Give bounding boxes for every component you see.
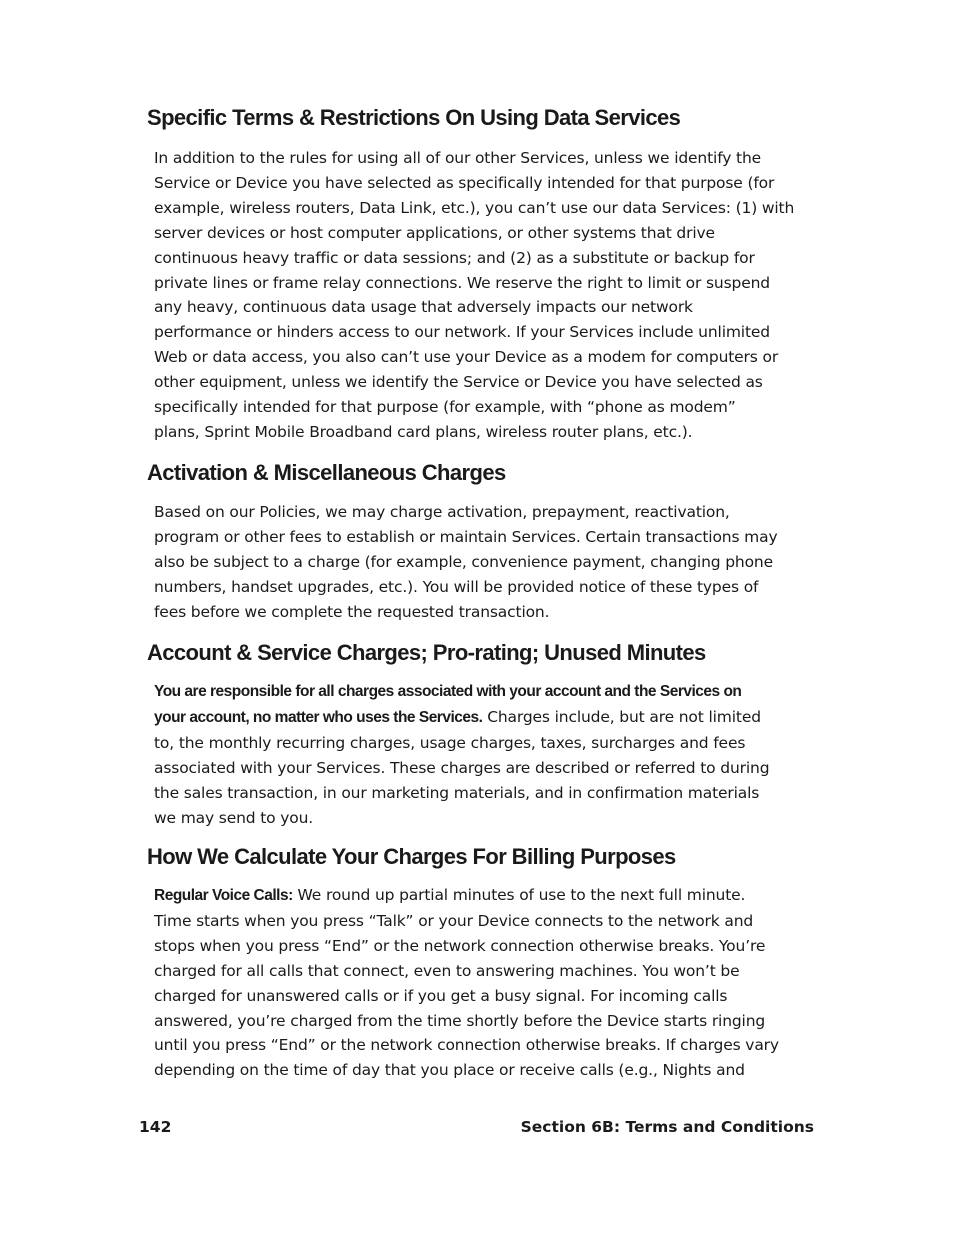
text-line: [154, 883, 814, 909]
heading-billing-calculation: How We Calculate Your Charges For Billing Purposes: [147, 844, 676, 869]
page-number: 142: [139, 1118, 172, 1136]
section-title-footer: Section 6B: Terms and Conditions: [520, 1118, 814, 1136]
text-line: also be subject to a charge (for example, convenience payment, changing phone: [154, 552, 773, 571]
text-line: until you press “End” or the network connection otherwise breaks. If charges vary: [154, 1036, 779, 1055]
text-line: [154, 679, 814, 705]
bold-lead-text: You are responsible for all charges associated with your account and the Services on: [154, 683, 742, 700]
text-line: Service or Device you have selected as specifically intended for that purpose (for: [154, 173, 775, 192]
text-line: [154, 705, 814, 731]
text-line: program or other fees to establish or maintain Services. Certain transactions may: [154, 527, 778, 546]
paragraph-billing-calculation: [154, 883, 814, 1083]
text-line: continuous heavy traffic or data sessions; and (2) as a substitute or backup for: [154, 248, 755, 267]
text-line: other equipment, unless we identify the Service or Device you have selected as: [154, 373, 763, 392]
bold-lead-text: your account, no matter who uses the Services.: [154, 708, 483, 726]
text-line: stops when you press “End” or the network connection otherwise breaks. You’re: [154, 936, 766, 955]
text-line: Based on our Policies, we may charge activation, prepayment, reactivation,: [154, 503, 730, 521]
text-line: any heavy, continuous data usage that adversely impacts our network: [154, 298, 693, 317]
text-line: numbers, handset upgrades, etc.). You will be provided notice of these types of: [154, 577, 759, 596]
text-line: associated with your Services. These charges are described or referred to during: [154, 758, 770, 777]
text-line: depending on the time of day that you place or receive calls (e.g., Nights and: [154, 1061, 745, 1080]
text-line: specifically intended for that purpose (for example, with “phone as modem”: [154, 398, 736, 417]
text-line: the sales transaction, in our marketing materials, and in confirmation materials: [154, 783, 760, 802]
text-line: fees before we complete the requested transaction.: [154, 602, 550, 621]
heading-data-services: Specific Terms & Restrictions On Using Data Services: [147, 105, 681, 130]
text-line: to, the monthly recurring charges, usage charges, taxes, surcharges and fees: [154, 733, 746, 752]
text-line: example, wireless routers, Data Link, etc.), you can’t use our data Services: (1) with: [154, 198, 795, 217]
text-line: charged for all calls that connect, even to answering machines. You won’t be: [154, 961, 740, 980]
text-line: we may send to you.: [154, 808, 314, 827]
text-line: In addition to the rules for using all of our other Services, unless we identify the: [154, 149, 762, 167]
text-line: answered, you’re charged from the time shortly before the Device starts ringing: [154, 1011, 766, 1030]
heading-account-charges: Account & Service Charges; Pro-rating; Unused Minutes: [147, 640, 706, 665]
text-line: Web or data access, you also can’t use your Device as a modem for computers or: [154, 348, 779, 367]
heading-activation-charges: Activation & Miscellaneous Charges: [147, 460, 506, 485]
text-line: server devices or host computer applications, or other systems that drive: [154, 223, 715, 242]
bold-lead-text: Regular Voice Calls:: [154, 887, 293, 904]
text-line: Time starts when you press “Talk” or your Device connects to the network and: [154, 911, 754, 930]
paragraph-account-charges: [154, 679, 814, 830]
paragraph-data-services: [154, 146, 814, 445]
text-run: We round up partial minutes of use to the next full minute.: [292, 886, 746, 904]
text-line: plans, Sprint Mobile Broadband card plans, wireless router plans, etc.).: [154, 422, 693, 441]
paragraph-activation-charges: [154, 500, 814, 625]
text-line: performance or hinders access to our network. If your Services include unlimited: [154, 323, 770, 342]
text-run: Charges include, but are not limited: [482, 707, 761, 726]
text-line: private lines or frame relay connections. We reserve the right to limit or suspend: [154, 273, 770, 292]
text-line: charged for unanswered calls or if you get a busy signal. For incoming calls: [154, 986, 728, 1005]
